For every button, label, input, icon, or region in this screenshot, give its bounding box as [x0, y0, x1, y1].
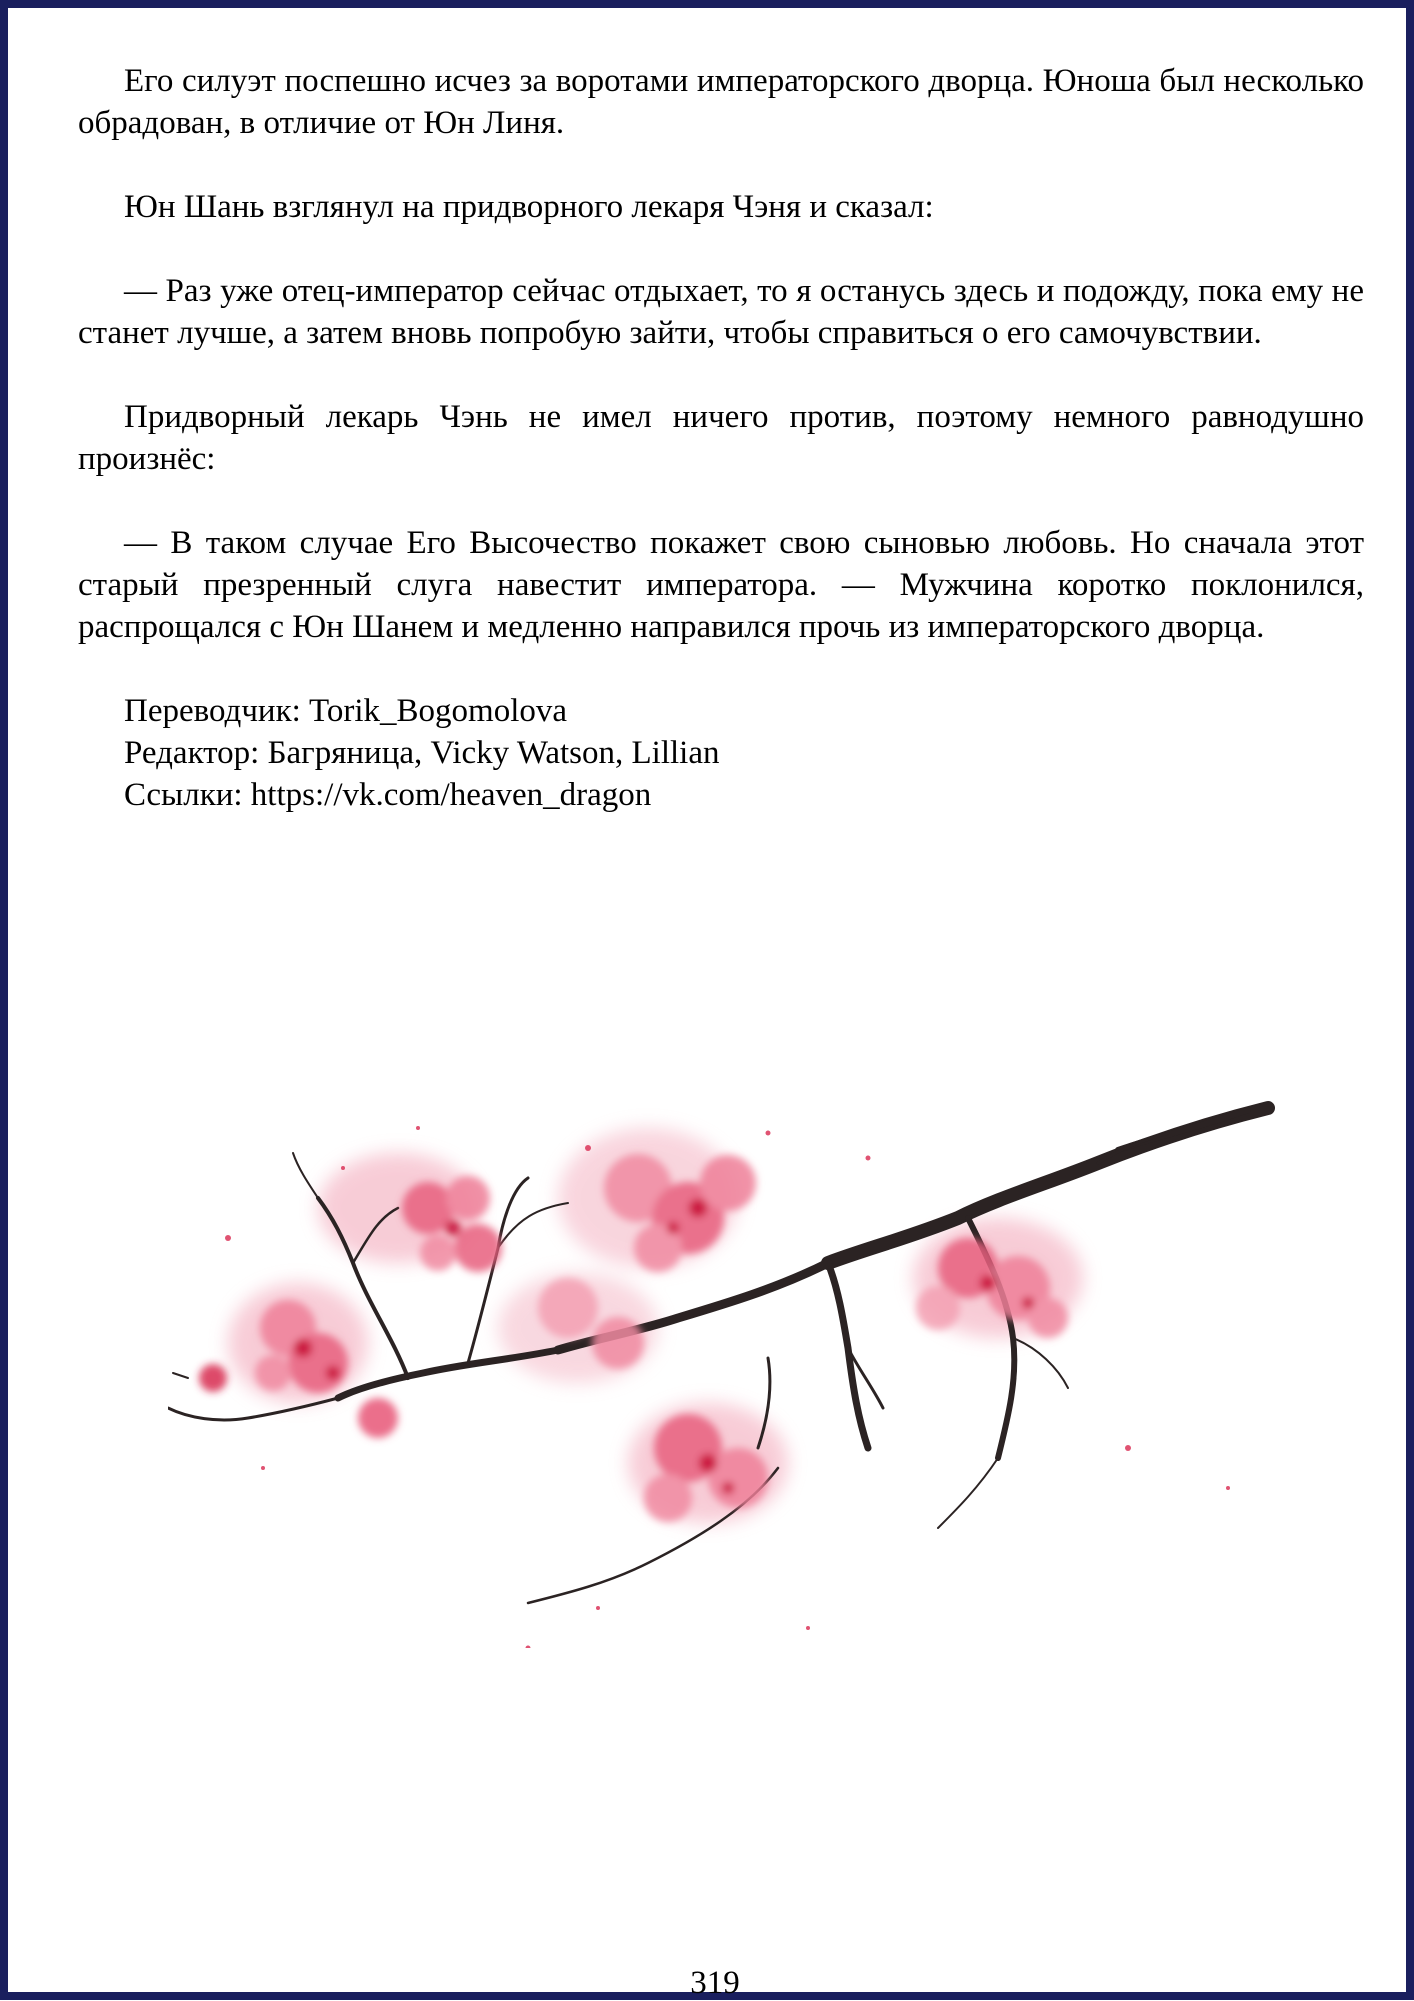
credits: [78, 690, 1364, 816]
paragraph: Придворный лекарь Чэнь не имел ничего против, поэтому немного равнодушно произнёс:: [78, 399, 1364, 477]
translator-credit: Переводчик: Torik_Bogomolova: [124, 693, 568, 729]
paragraph: — Раз уже отец-император сейчас отдыхает, то я останусь здесь и подожду, пока ему не станет лучше, а затем вновь попробую зайти, чтобы справиться о его самочувствии.: [78, 273, 1364, 351]
cherry-blossom-illustration: [168, 1088, 1298, 1648]
paragraph: Его силуэт поспешно исчез за воротами императорского дворца. Юноша был несколько обрадован, в отличие от Юн Линя.: [78, 63, 1364, 141]
editor-credit: Редактор: Багряница, Vicky Watson, Lillian: [124, 735, 720, 771]
links-credit: Ссылки: https://vk.com/heaven_dragon: [124, 777, 652, 813]
paragraph: Юн Шань взглянул на придворного лекаря Чэня и сказал:: [124, 189, 934, 225]
text-body: [78, 60, 1364, 816]
page-number: 319: [690, 1965, 740, 2001]
paragraph: — В таком случае Его Высочество покажет свою сыновью любовь. Но сначала этот старый презренный слуга навестит императора. — Мужчина коротко поклонился, распрощался с Юн Шанем и медленно направился прочь из императорского дворца.: [78, 525, 1364, 645]
